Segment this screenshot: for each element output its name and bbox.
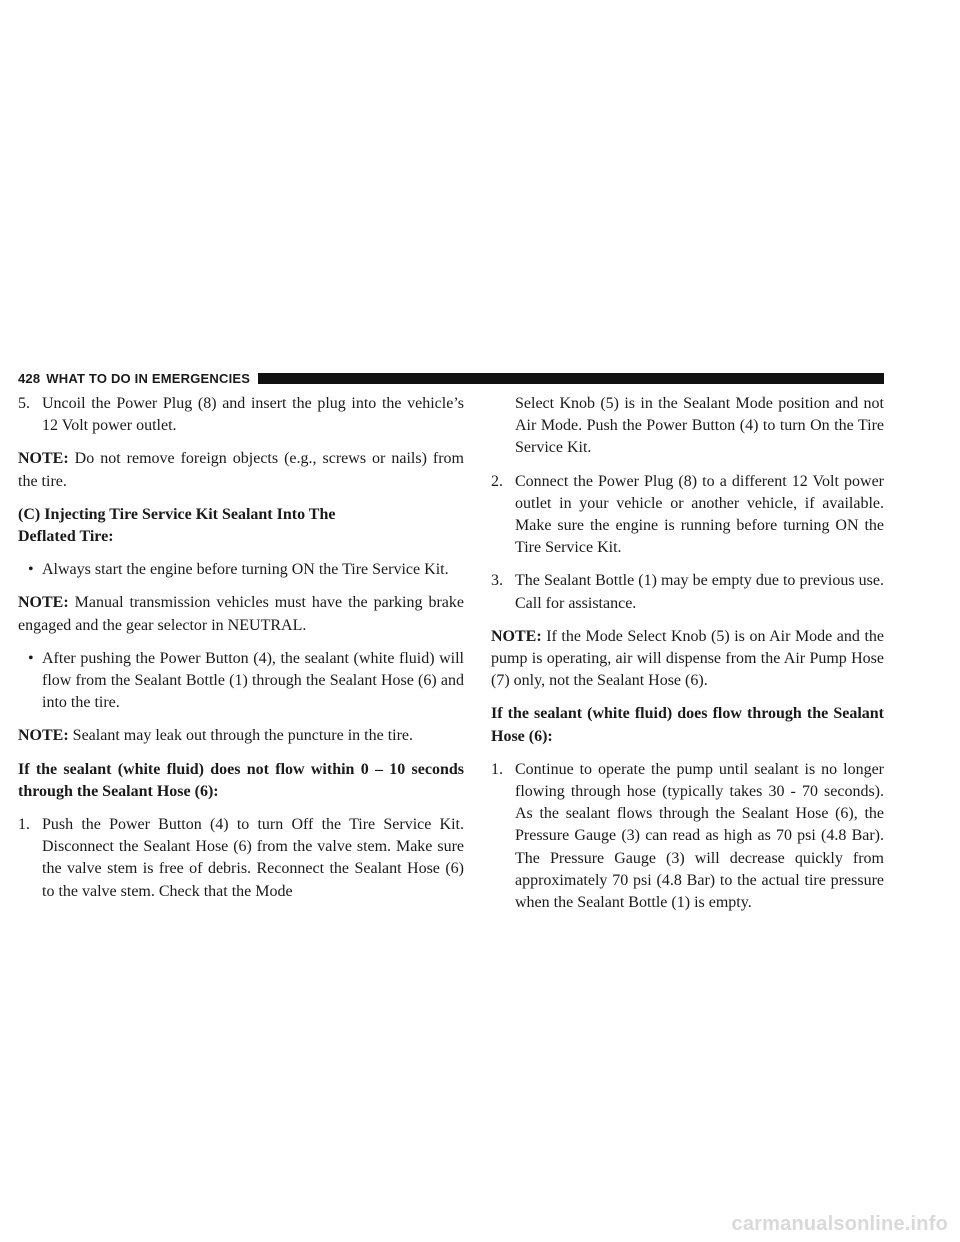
step-number: 2. <box>491 472 503 490</box>
bullet-power-button <box>18 648 464 715</box>
note-manual-transmission <box>18 592 464 636</box>
page-header <box>18 370 884 386</box>
step-text: Continue to operate the pump until sealant is no longer flowing through hose (typically takes 30 - 70 seconds). As the sealant flows through the Sealant Hose (6), the Pressure Gauge (3) can read as high as 70 psi (4.8 Bar). The Pressure Gauge (3) will decrease quickly from approximately 70 psi (4.8 Bar) to the actual tire pressure when the Sealant Bottle (1) is empty. <box>515 760 884 912</box>
header-rule <box>258 373 884 384</box>
note-sealant-leak <box>18 725 464 747</box>
step-text: Uncoil the Power Plug (8) and insert the plug into the vehicle’s 12 Volt power outlet. <box>42 395 464 435</box>
left-column <box>18 393 464 914</box>
section-title: WHAT TO DO IN EMERGENCIES <box>46 370 251 386</box>
watermark: carmanualsonline.info <box>731 1213 948 1235</box>
bullet-dot: • <box>28 561 34 579</box>
note-text: If the Mode Select Knob (5) is on Air Mode and the pump is operating, air will dispense from the Air Pump Hose (7) only, not the Sealant Hose (6). <box>491 627 884 690</box>
heading-no-flow: If the sealant (white fluid) does not flow within 0 – 10 seconds through the Sealant Hose (6): <box>18 760 464 800</box>
bullet-text: After pushing the Power Button (4), the sealant (white fluid) will flow from the Sealant Bottle (1) through the Sealant Hose (6) and into the tire. <box>42 649 464 712</box>
note-label: NOTE: <box>18 727 69 745</box>
bullet-start-engine <box>18 559 464 581</box>
heading-injecting-sealant: (C) Injecting Tire Service Kit Sealant Into The Deflated Tire: <box>18 505 336 546</box>
note-label: NOTE: <box>491 627 542 645</box>
step-text: Push the Power Button (4) to turn Off the Tire Service Kit. Disconnect the Sealant Hose (6) from the valve stem. Make sure the valve stem is free of debris. Reconnect the Sealant Hose (6) to the valve stem. Check that the Mode <box>42 816 464 900</box>
heading-does-flow: If the sealant (white fluid) does flow through the Sealant Hose (6): <box>491 705 884 745</box>
step-1-does-flow <box>491 759 884 914</box>
step-number: 5. <box>18 395 30 412</box>
note-text: Manual transmission vehicles must have the parking brake engaged and the gear selector in NEUTRAL. <box>18 594 464 634</box>
page-number: 428 <box>18 370 41 386</box>
note-air-mode <box>491 626 884 693</box>
step-text: The Sealant Bottle (1) may be empty due to previous use. Call for assistance. <box>515 572 884 612</box>
step-3 <box>491 570 884 614</box>
step-number: 3. <box>491 572 503 590</box>
note-label: NOTE: <box>18 594 69 612</box>
step-5 <box>18 393 464 437</box>
bullet-text: Always start the engine before turning ON the Tire Service Kit. <box>42 561 449 579</box>
step-number: 1. <box>18 816 30 834</box>
note-foreign-objects <box>18 448 464 492</box>
step-number: 1. <box>491 760 503 778</box>
right-column <box>491 393 884 925</box>
note-text: Sealant may leak out through the puncture in the tire. <box>68 727 414 745</box>
step-1-continued: Select Knob (5) is in the Sealant Mode position and not Air Mode. Push the Power Button (4) to turn On the Tire Service Kit. <box>515 395 884 457</box>
step-text: Connect the Power Plug (8) to a different 12 Volt power outlet in your vehicle or another vehicle, if available. Make sure the engine is running before turning ON the Tire Service Kit. <box>515 472 884 557</box>
step-2 <box>491 471 884 560</box>
step-1-no-flow <box>18 814 464 903</box>
note-text: Do not remove foreign objects (e.g., screws or nails) from the tire. <box>18 450 464 490</box>
note-label: NOTE: <box>18 450 69 468</box>
bullet-dot: • <box>28 649 34 667</box>
